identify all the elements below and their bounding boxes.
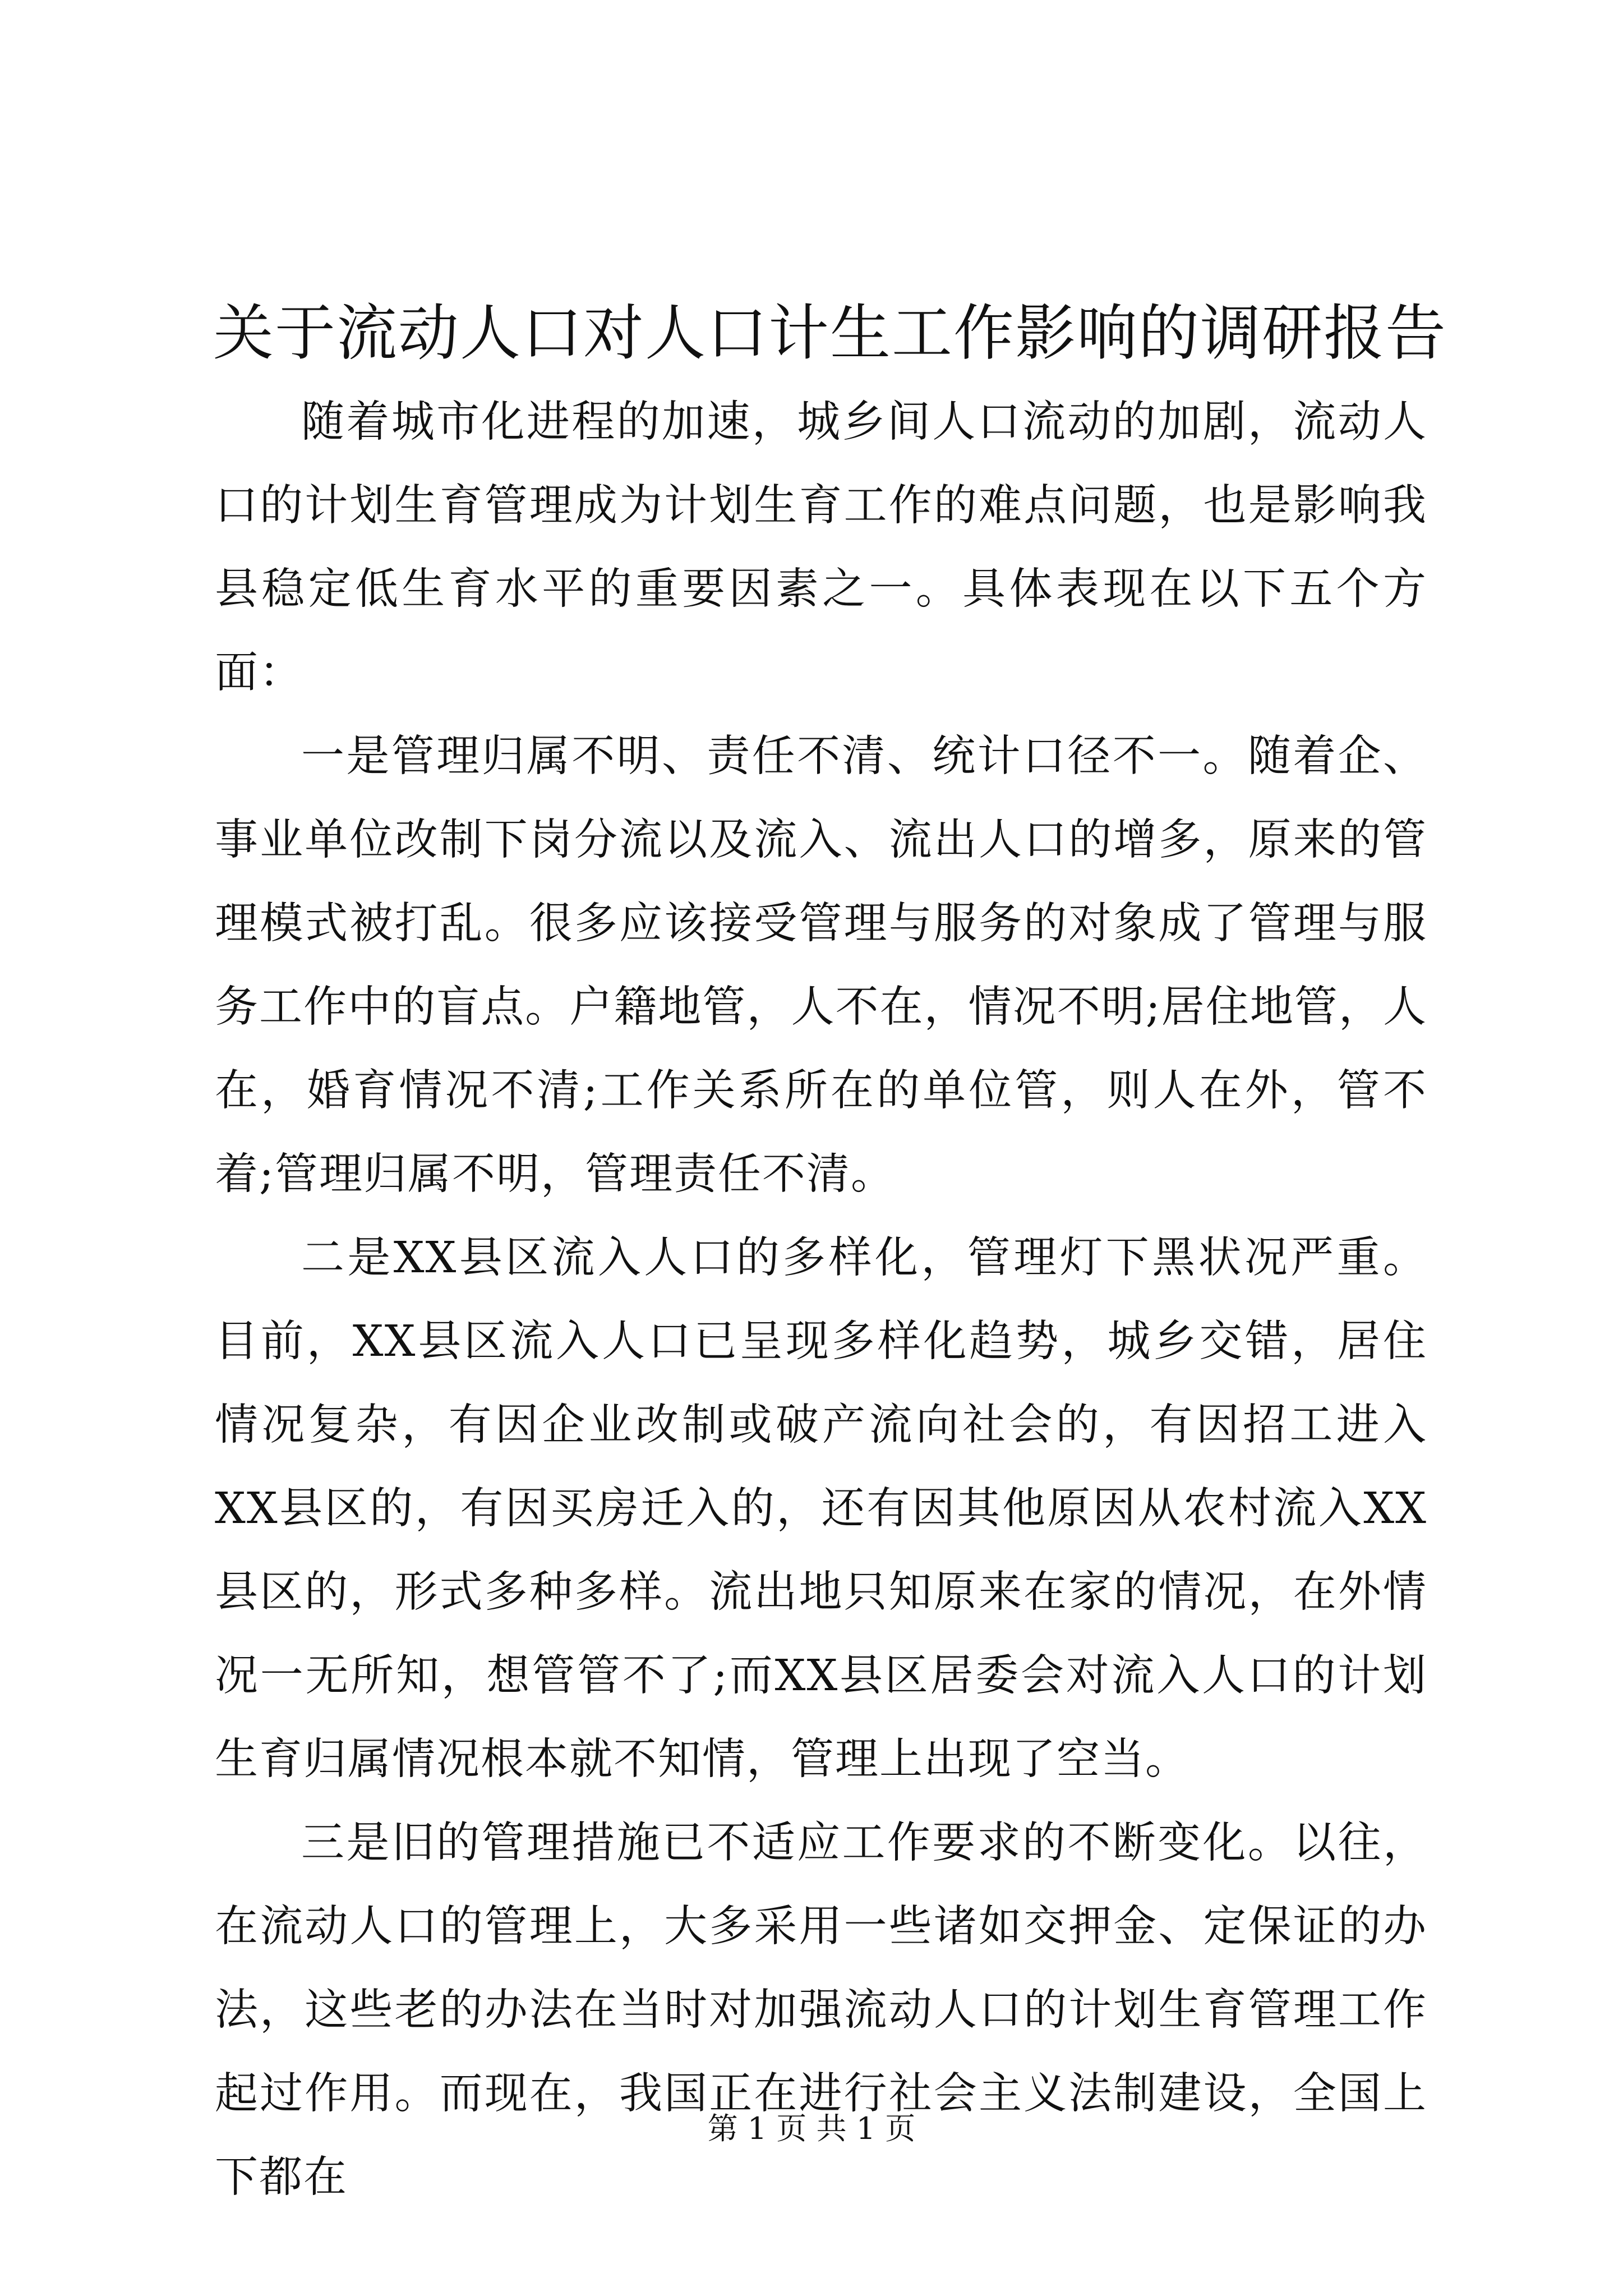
paragraph-point-three: 三是旧的管理措施已不适应工作要求的不断变化。以往，在流动人口的管理上，大多采用一些诸如交押金、定保证的办法，这些老的办法在当时对加强流动人口的计划生育管理工作起过作用。而现在，我国正在进行社会主义法制建设，全国上下都在 (215, 1818, 1427, 2202)
document-body (215, 380, 1427, 2219)
paragraph-intro: 随着城市化进程的加速，城乡间人口流动的加剧，流动人口的计划生育管理成为计划生育工作的难点问题，也是影响我县稳定低生育水平的重要因素之一。具体表现在以下五个方面： (215, 397, 1427, 698)
document-title: 关于流动人口对人口计生工作影响的调研报告 (213, 298, 1447, 369)
paragraph-point-two: 二是XX县区流入人口的多样化，管理灯下黑状况严重。目前，XX县区流入人口已呈现多样化趋势，城乡交错，居住情况复杂，有因企业改制或破产流向社会的，有因招工进入XX县区的，有因买房迁入的，还有因其他原因从农村流入XX县区的，形式多种多样。流出地只知原来在家的情况，在外情况一无所知，想管管不了;而XX县区居委会对流入人口的计划生育归属情况根本就不知情，管理上出现了空当。 (215, 1233, 1427, 1784)
paragraph-point-one: 一是管理归属不明、责任不清、统计口径不一。随着企、事业单位改制下岗分流以及流入、流出人口的增多，原来的管理模式被打乱。很多应该接受管理与服务的对象成了管理与服务工作中的盲点。户籍地管，人不在，情况不明;居住地管，人在，婚育情况不清;工作关系所在的单位管，则人在外，管不着;管理归属不明，管理责任不清。 (215, 731, 1427, 1199)
page-footer: 第 1 页 共 1 页 (707, 2111, 916, 2146)
